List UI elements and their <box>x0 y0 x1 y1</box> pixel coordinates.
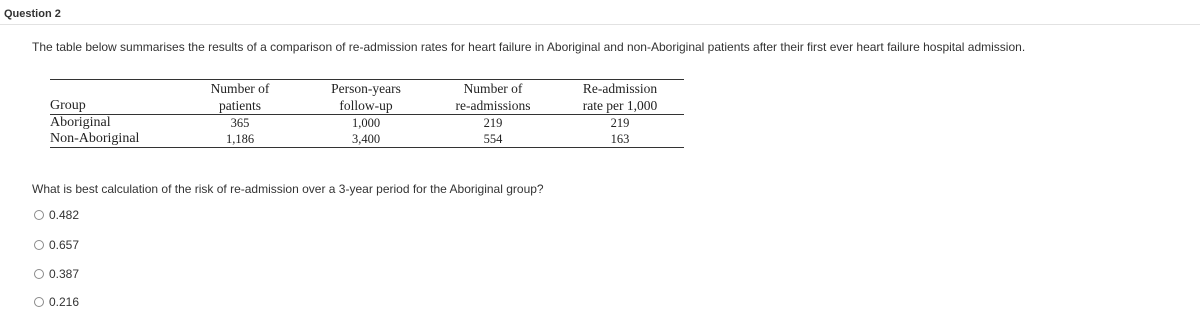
cell-group: Aboriginal <box>50 115 178 132</box>
question-title: Question 2 <box>4 8 61 20</box>
cell-patients: 1,186 <box>225 132 255 146</box>
table-header-row <box>50 80 684 115</box>
cell-group: Non-Aboriginal <box>50 131 140 146</box>
answer-option-label: 0.216 <box>49 295 80 309</box>
header-readmissions <box>430 80 556 115</box>
cell-readmissions: 554 <box>483 132 503 146</box>
radio-button[interactable] <box>34 297 44 307</box>
question-intro: The table below summarises the results of a comparison of re-admission rates for heart failure in Aboriginal and non-Aboriginal patients after their first ever heart failure hospital admission. <box>32 40 1026 54</box>
cell-person-years: 1,000 <box>302 115 430 132</box>
header-group-label: Group <box>50 98 86 113</box>
question-header <box>0 0 1200 25</box>
header-person-years-line2: follow-up <box>339 98 393 113</box>
header-person-years <box>302 80 430 115</box>
header-rate-line1: Re-admission <box>582 81 658 96</box>
cell-rate: 219 <box>556 115 684 132</box>
header-patients <box>178 80 302 115</box>
header-person-years-line1: Person-years <box>331 81 401 96</box>
cell-patients: 365 <box>178 115 302 132</box>
answer-option-2[interactable] <box>34 237 79 253</box>
answer-option-1[interactable] <box>34 207 79 223</box>
cell-readmissions: 219 <box>430 115 556 132</box>
results-table <box>50 79 684 148</box>
question-prompt: What is best calculation of the risk of re-admission over a 3-year period for the Aboriginal group? <box>32 182 544 196</box>
answer-option-3[interactable] <box>34 266 79 282</box>
radio-button[interactable] <box>34 240 44 250</box>
answer-option-4[interactable] <box>34 294 79 310</box>
table-row-non-aboriginal <box>50 131 684 148</box>
radio-button[interactable] <box>34 210 44 220</box>
header-patients-line1: Number of <box>210 81 270 96</box>
header-rate <box>556 80 684 115</box>
answer-option-label: 0.657 <box>49 238 80 252</box>
cell-rate: 163 <box>610 132 630 146</box>
table-row-aboriginal <box>50 115 684 132</box>
cell-person-years: 3,400 <box>351 132 381 146</box>
header-rate-line2: rate per 1,000 <box>582 98 658 113</box>
header-readmissions-line2: re-admissions <box>455 98 531 113</box>
header-readmissions-line1: Number of <box>463 81 523 96</box>
answer-option-label: 0.387 <box>49 267 80 281</box>
answer-option-label: 0.482 <box>49 208 80 222</box>
header-group <box>50 80 178 115</box>
header-patients-line2: patients <box>219 98 261 113</box>
radio-button[interactable] <box>34 269 44 279</box>
